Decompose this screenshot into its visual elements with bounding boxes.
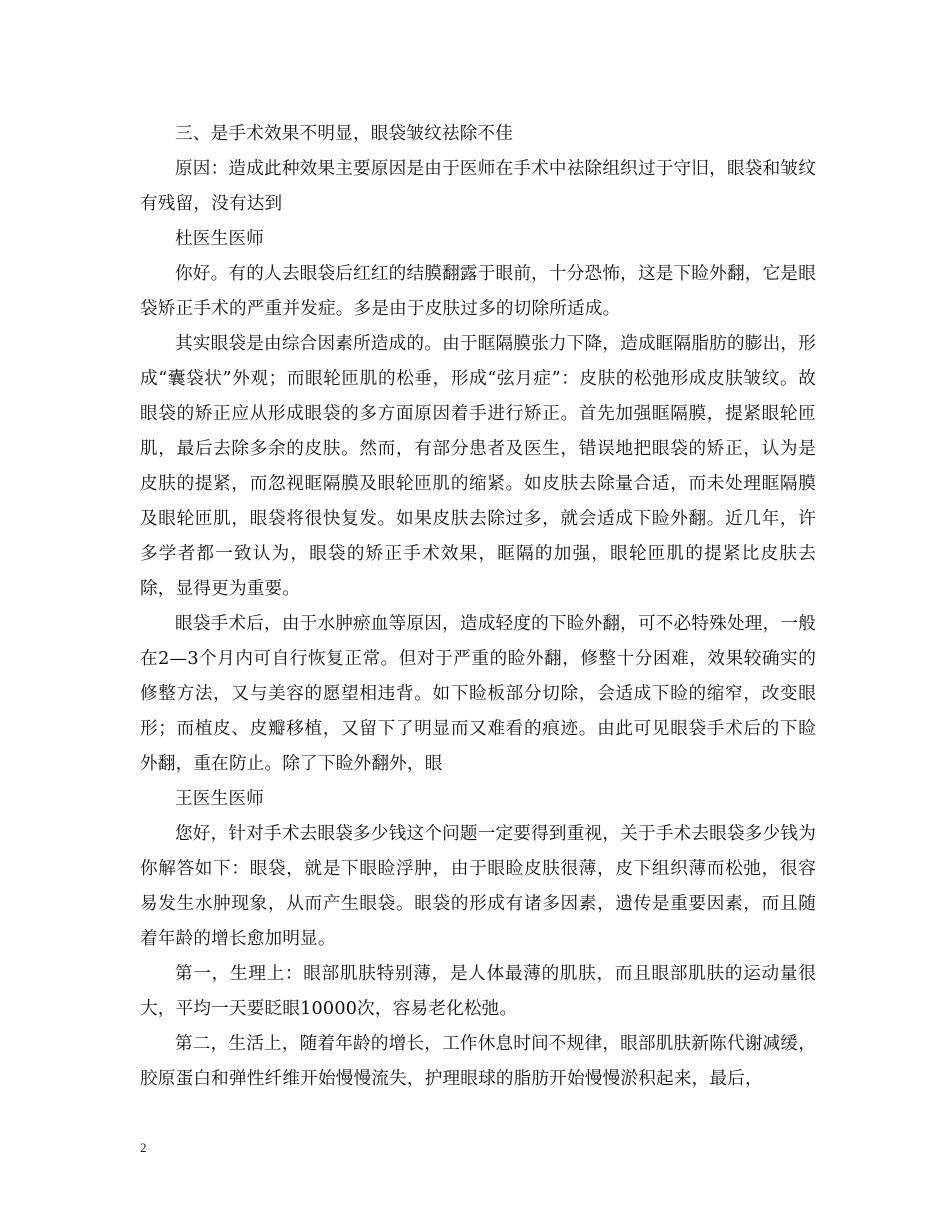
page-number: 2 <box>140 1140 147 1155</box>
paragraph-eye-bag-causes: 其实眼袋是由综合因素所造成的。由于眶隔膜张力下降，造成眶隔脂肪的膨出，形成“囊袋状”外观；而眼轮匝肌的松垂，形成“弦月症”：皮肤的松弛形成皮肤皱纹。故眼袋的矫正应从形成眼袋的多方面原因着手进行矫正。首先加强眶隔膜，提紧眼轮匝肌，最后去除多余的皮肤。然而，有部分患者及医生，错误地把眼袋的矫正，认为是皮肤的提紧，而忽视眶隔膜及眼轮匝肌的缩紧。如皮肤去除量合适，而未处理眶隔膜及眼轮匝肌，眼袋将很快复发。如果皮肤去除过多，就会适成下睑外翻。近几年，许多学者都一致认为，眼袋的矫正手术效果，眶隔的加强，眼轮匝肌的提紧比皮肤去除，显得更为重要。 <box>140 334 816 599</box>
document-body <box>140 117 816 1097</box>
doctor-name-du: 杜医生医师 <box>175 229 264 249</box>
paragraph-post-surgery: 眼袋手术后，由于水肿瘀血等原因，造成轻度的下睑外翻，可不必特殊处理，一般在2—3个月内可自行恢复正常。但对于严重的睑外翻，修整十分困难，效果较确实的修整方法，又与美容的愿望相违背。如下睑板部分切除，会适成下睑的缩窄，改变眼形；而植皮、皮瓣移植，又留下了明显而又难看的痕迹。由此可见眼袋手术后的下睑外翻，重在防止。除了下睑外翻外，眼 <box>140 614 816 774</box>
paragraph-heading-three: 三、是手术效果不明显，眼袋皱纹祛除不佳 <box>175 124 514 144</box>
paragraph-du-answer: 你好。有的人去眼袋后红红的结膜翻露于眼前，十分恐怖，这是下睑外翻，它是眼袋矫正手术的严重并发症。多是由于皮肤过多的切除所适成。 <box>140 264 816 319</box>
paragraph-wang-answer: 您好，针对手术去眼袋多少钱这个问题一定要得到重视，关于手术去眼袋多少钱为你解答如下：眼袋，就是下眼睑浮肿，由于眼睑皮肤很薄，皮下组织薄而松弛，很容易发生水肿现象，从而产生眼袋。眼袋的形成有诸多因素，遗传是重要因素，而且随着年龄的增长愈加明显。 <box>140 824 816 949</box>
paragraph-second-reason: 第二，生活上，随着年龄的增长，工作休息时间不规律，眼部肌肤新陈代谢减缓，胶原蛋白和弹性纤维开始慢慢流失，护理眼球的脂肪开始慢慢淤积起来，最后， <box>140 1034 816 1089</box>
paragraph-cause: 原因：造成此种效果主要原因是由于医师在手术中祛除组织过于守旧，眼袋和皱纹有残留，没有达到 <box>140 159 816 214</box>
paragraph-first-reason: 第一，生理上：眼部肌肤特别薄，是人体最薄的肌肤，而且眼部肌肤的运动量很大，平均一天要眨眼10000次，容易老化松弛。 <box>140 964 816 1019</box>
doctor-name-wang: 王医生医师 <box>175 789 264 809</box>
